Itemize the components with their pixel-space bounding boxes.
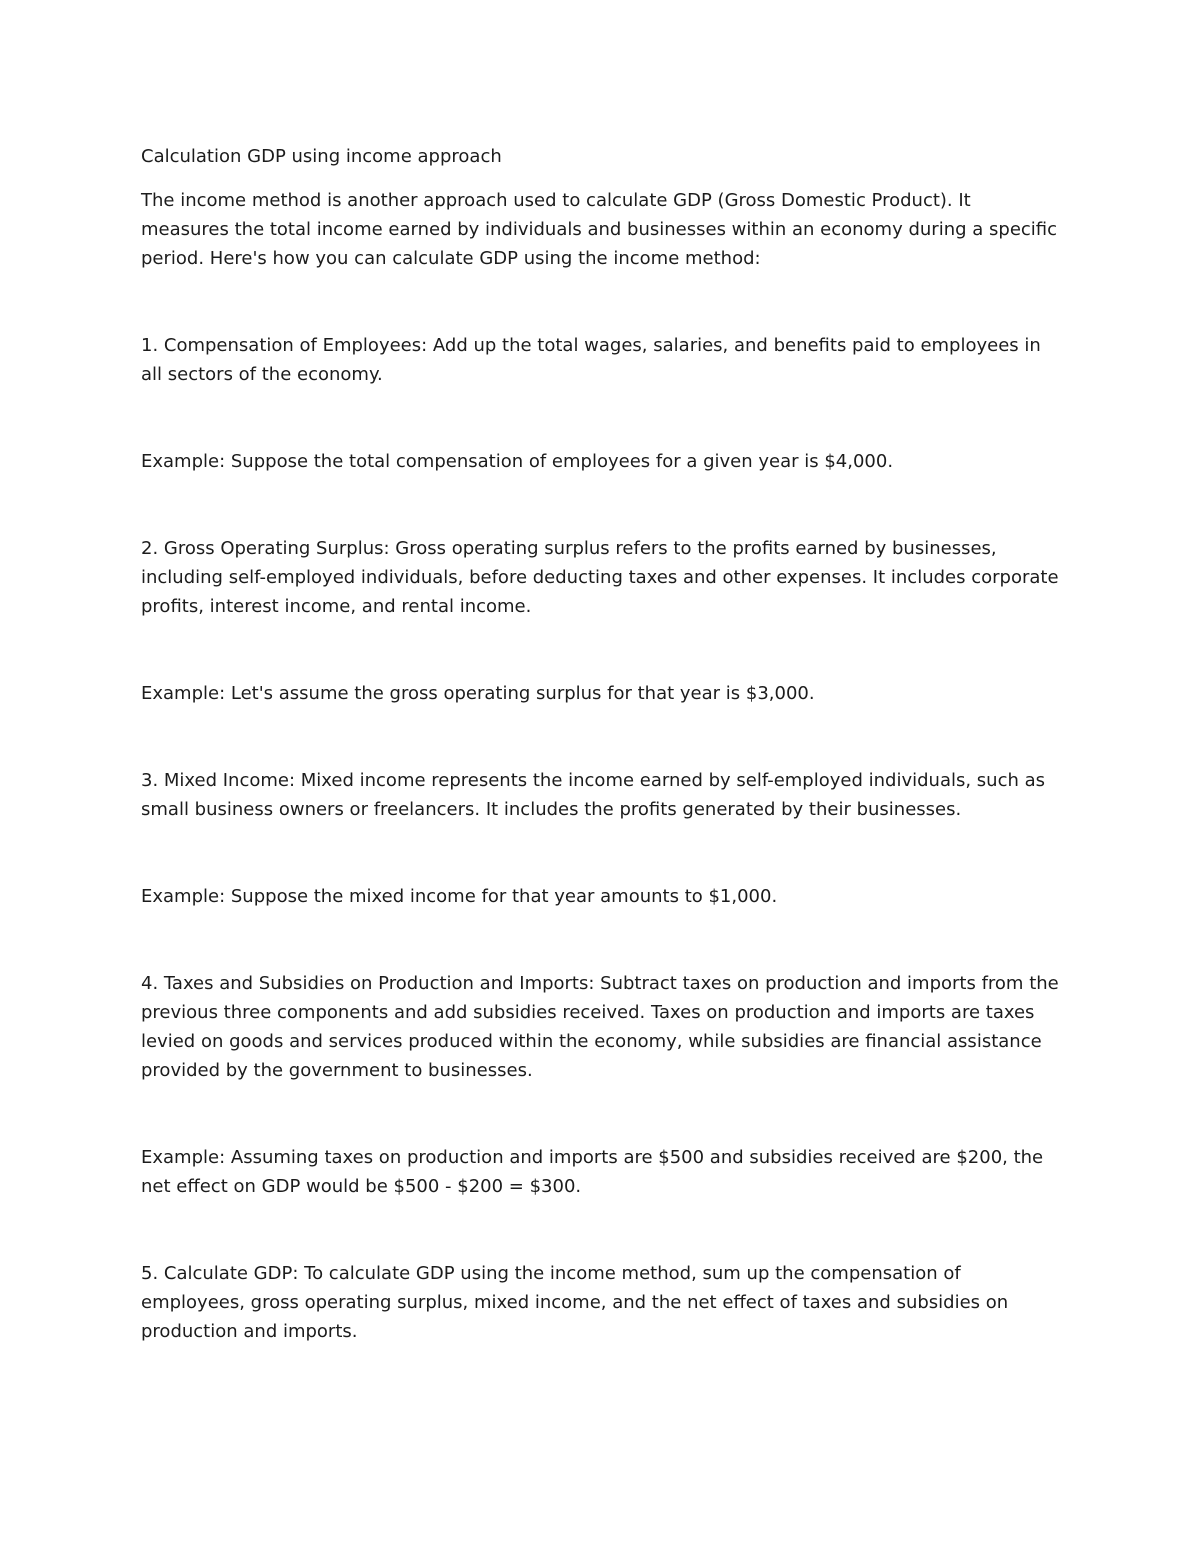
example-mixed-income: Example: Suppose the mixed income for that year amounts to $1,000.: [141, 886, 778, 907]
step-gross-operating-surplus: 2. Gross Operating Surplus: Gross operating surplus refers to the profits earned by businesses, including self-employed individuals, before deducting taxes and other expenses. It includes corporate profits, interest income, and rental income.: [141, 538, 1059, 617]
example-gross-operating-surplus: Example: Let's assume the gross operating surplus for that year is $3,000.: [141, 683, 815, 704]
step-mixed-income: 3. Mixed Income: Mixed income represents the income earned by self-employed individuals, such as small business owners or freelancers. It includes the profits generated by their businesses.: [141, 770, 1046, 820]
document-title: Calculation GDP using income approach: [141, 146, 502, 167]
step-compensation-of-employees: 1. Compensation of Employees: Add up the total wages, salaries, and benefits paid to employees in all sectors of the economy.: [141, 335, 1041, 385]
example-taxes-and-subsidies: Example: Assuming taxes on production and imports are $500 and subsidies received are $200, the net effect on GDP would be $500 - $200 = $300.: [141, 1147, 1044, 1197]
step-taxes-and-subsidies: 4. Taxes and Subsidies on Production and Imports: Subtract taxes on production and imports from the previous three components and add subsidies received. Taxes on production and imports are taxes levied on goods and services produced within the economy, while subsidies are financial assistance provided by the government to businesses.: [141, 973, 1059, 1081]
example-compensation: Example: Suppose the total compensation of employees for a given year is $4,000.: [141, 451, 894, 472]
step-calculate-gdp: 5. Calculate GDP: To calculate GDP using the income method, sum up the compensation of employees, gross operating surplus, mixed income, and the net effect of taxes and subsidies on production and imports.: [141, 1263, 1009, 1342]
document-body: [141, 142, 1061, 1346]
intro-paragraph: The income method is another approach used to calculate GDP (Gross Domestic Product). It measures the total income earned by individuals and businesses within an economy during a specific period. Here's how you can calculate GDP using the income method:: [141, 190, 1058, 269]
